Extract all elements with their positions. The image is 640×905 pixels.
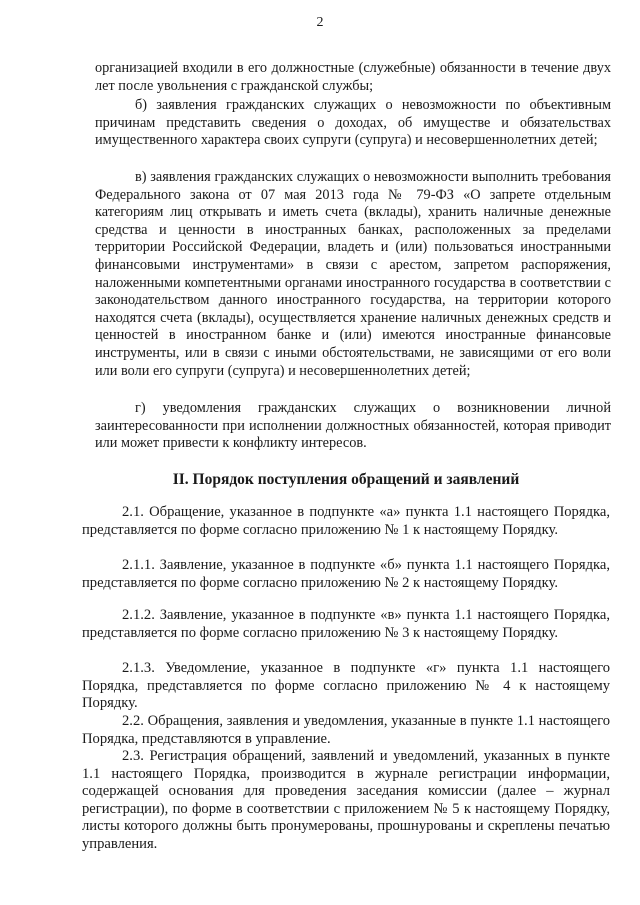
paragraph-2-1-1: 2.1.1. Заявление, указанное в подпункте «б» пункта 1.1 настоящего Порядка, представляется по форме согласно приложению № 2 к настоящему Порядку. — [82, 557, 610, 591]
page-number: 2 — [316, 15, 324, 30]
paragraph-item-v: в) заявления гражданских служащих о невозможности выполнить требования Федерального закона от 07 мая 2013 года № 79-ФЗ «О запрете отдельным категориям лиц открывать и иметь счета (вклады), хранить наличные денежные средства и ценности в иностранных банках, расположенных за пределами территории Российской Федерации, владеть и (или) пользоваться иностранными финансовыми инструментами» в связи с арестом, запретом распоряжения, наложенными компетентными органами иностранного государства в соответствии с законодательством данного иностранного государства, на территории которого находятся счета (вклады), осуществляется хранение наличных денежных средств и ценностей в иностранном банке и (или) имеются иностранные финансовые инструменты, или в связи с иными обстоятельствами, не зависящими от его воли или воли его супруги (супруга) и несовершеннолетних детей; — [95, 169, 611, 379]
section-heading: II. Порядок поступления обращений и заявлений — [172, 471, 520, 488]
paragraph-2-1-3: 2.1.3. Уведомление, указанное в подпункте «г» пункта 1.1 настоящего Порядка, представляется по форме согласно приложению № 4 к настоящему Порядку. — [82, 660, 610, 712]
paragraph-item-g: г) уведомления гражданских служащих о возникновении личной заинтересованности при исполнении должностных обязанностей, которая приводит или может привести к конфликту интересов. — [95, 400, 611, 452]
paragraph-item-b: б) заявления гражданских служащих о невозможности по объективным причинам представить сведения о доходах, об имуществе и обязательствах имущественного характера своих супруги (супруга) и несовершеннолетних детей; — [95, 97, 611, 149]
paragraph-continuation: организацией входили в его должностные (служебные) обязанности в течение двух лет после увольнения с гражданской службы; — [95, 60, 611, 94]
paragraph-2-2: 2.2. Обращения, заявления и уведомления, указанные в пункте 1.1 настоящего Порядка, представляются в управление. — [82, 713, 610, 747]
paragraph-2-1-2: 2.1.2. Заявление, указанное в подпункте «в» пункта 1.1 настоящего Порядка, представляется по форме согласно приложению № 3 к настоящему Порядку. — [82, 607, 610, 641]
paragraph-2-3: 2.3. Регистрация обращений, заявлений и уведомлений, указанных в пункте 1.1 настоящего Порядка, производится в журнале регистрации информации, содержащей основания для проведения заседания комиссии (далее – журнал регистрации), по форме в соответствии с приложением № 5 к настоящему Порядку, листы которого должны быть пронумерованы, прошнурованы и скреплены печатью управления. — [82, 748, 610, 852]
paragraph-2-1: 2.1. Обращение, указанное в подпункте «а» пункта 1.1 настоящего Порядка, представляется по форме согласно приложению № 1 к настоящему Порядку. — [82, 504, 610, 538]
